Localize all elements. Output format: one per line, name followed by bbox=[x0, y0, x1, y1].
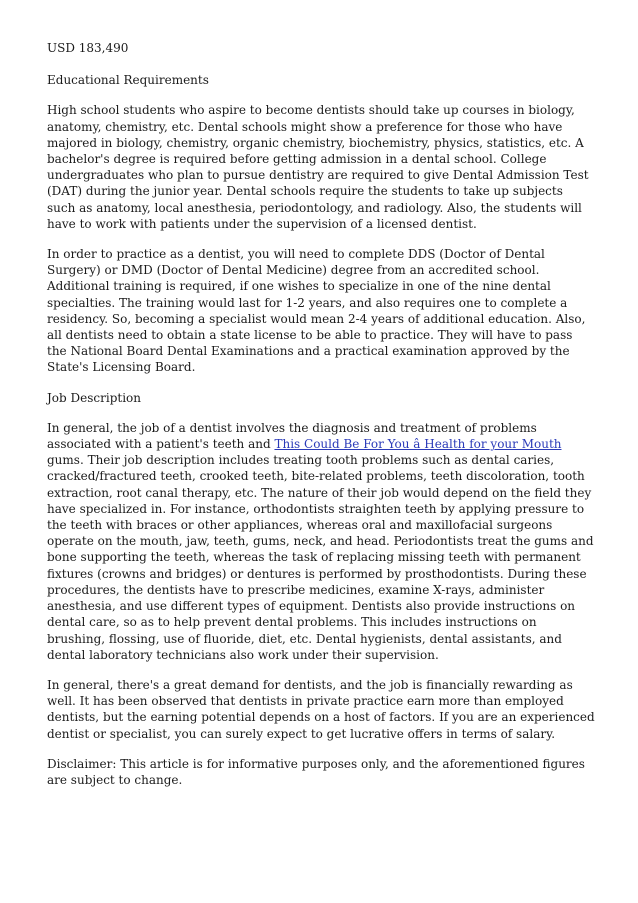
education-paragraph-2: In order to practice as a dentist, you will need to complete DDS (Doctor of Dental Surgery) or DMD (Doctor of Dental Medicine) degree from an accredited school. Additional training is required, if one wishes to specialize in one of the nine dental specialties. The training would last for 1-2 years, and also requires one to complete a residency. So, becoming a specialist would mean 2-4 years of additional education. Also, all dentists need to obtain a state license to be able to practice. They will have to pass the National Board Dental Examinations and a practical examination approved by the State's Licensing Board. bbox=[47, 247, 586, 375]
document-page bbox=[47, 40, 595, 802]
salary-line: USD 183,490 bbox=[47, 41, 129, 55]
job-description-heading: Job Description bbox=[47, 390, 142, 405]
job-p1-text-after: gums. Their job description includes treating tooth problems such as dental caries, cracked/fractured teeth, crooked teeth, bite-related problems, teeth discoloration, tooth extraction, root canal therapy, etc. The nature of their job would depend on the field they have specialized in. For instance, orthodontists straighten teeth by applying pressure to the teeth with braces or other appliances, whereas oral and maxillofacial surgeons operate on the mouth, jaw, teeth, gums, neck, and head. Periodontists treat the gums and bone supporting the teeth, whereas the task of replacing missing teeth with permanent fixtures (crowns and bridges) or dentures is performed by prosthodontists. During these procedures, the dentists have to prescribe medicines, examine X-rays, administer anesthesia, and use different types of equipment. Dentists also provide instructions on dental care, so as to help prevent dental problems. This includes instructions on brushing, flossing, use of fluoride, diet, etc. Dental hygienists, dental assistants, and dental laboratory technicians also work under their supervision. bbox=[47, 453, 594, 662]
health-mouth-link[interactable]: This Could Be For You â Health for your Mouth bbox=[274, 437, 562, 452]
job-description-paragraph-1 bbox=[47, 420, 595, 663]
job-p1-text-before: In general, the job of a dentist involves the diagnosis and treatment of problems associated with a patient's teeth and bbox=[47, 420, 537, 452]
job-description-paragraph-2: In general, there's a great demand for dentists, and the job is financially rewarding as well. It has been observed that dentists in private practice earn more than employed dentists, but the earning potential depends on a host of factors. If you are an experienced dentist or specialist, you can surely expect to get lucrative offers in terms of salary. bbox=[47, 677, 595, 741]
education-heading: Educational Requirements bbox=[47, 73, 209, 88]
disclaimer: Disclaimer: This article is for informative purposes only, and the aforementioned figures are subject to change. bbox=[47, 756, 585, 787]
education-paragraph-1: High school students who aspire to become dentists should take up courses in biology, anatomy, chemistry, etc. Dental schools might show a preference for those who have majored in biology, chemistry, organic chemistry, biochemistry, physics, statistics, etc. A bachelor's degree is required before getting admission in a dental school. College undergraduates who plan to pursue dentistry are required to give Dental Admission Test (DAT) during the junior year. Dental schools require the students to take up subjects such as anatomy, local anesthesia, periodontology, and radiology. Also, the students will have to work with patients under the supervision of a licensed dentist. bbox=[47, 103, 589, 231]
